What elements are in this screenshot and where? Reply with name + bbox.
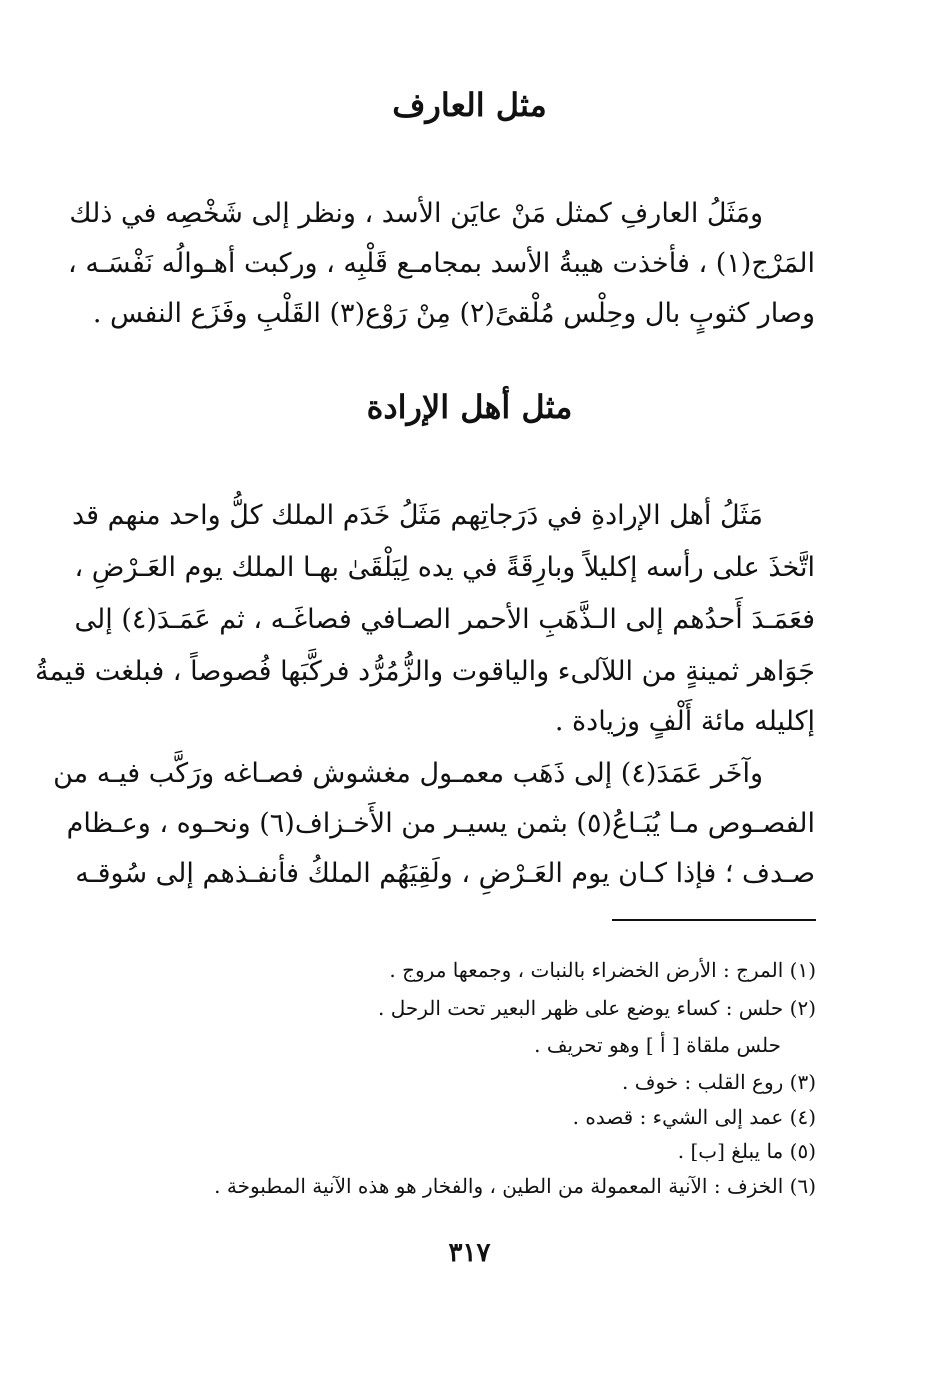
text-line: فعَمَـدَ أَحدُهم إلى الـذَّهَبِ الأحمر الصـافي فصاغَـه ، ثم عَمَـدَ(٤) إلى (74, 604, 815, 635)
text-line: ومَثَلُ العارفِ كمثل مَنْ عايَن الأسد ، ونظر إلى شَخْصِه في ذلك (69, 198, 763, 229)
footnote: (٤) عمد إلى الشيء : قصده . (572, 1105, 816, 1129)
footnote: (٥) ما يبلغ [ب] . (677, 1139, 816, 1163)
text-line: الفصـوص مـا يُبَـاعُ(٥) بثمن يسيـر من الأَخـزاف(٦) ونحـوه ، وعـظام (66, 808, 815, 839)
section-title-arif: مثل العارف (392, 86, 547, 124)
text-line: وصار كثوبٍ بال وحِلْس مُلْقىً(٢) مِنْ رَوْع(٣) القَلْبِ وفَزَع النفس . (92, 298, 815, 329)
section-title-irada: مثل أهل الإرادة (366, 388, 573, 426)
page-number: ٣١٧ (448, 1238, 491, 1268)
text-line: جَوَاهر ثمينةٍ من اللآلىء والياقوت والزُّمُرُّد فركَّبَها فُصوصاً ، فبلغت قيمةُ (34, 656, 815, 687)
text-line: المَرْج(١) ، فأخذت هيبةُ الأسد بمجامـع قَلْبِه ، وركبت أهـوالُه نَفْسَـه ، (68, 248, 815, 279)
footnote: (٢) حلس : كساء يوضع على ظهر البعير تحت الرحل . (377, 996, 816, 1020)
footnote-continuation: حلس ملقاة [ أ ] وهو تحريف . (534, 1033, 781, 1057)
text-line: وآخَر عَمَدَ(٤) إلى ذَهَب معمـول مغشوش فصـاغه ورَكَّب فيـه من (53, 758, 763, 789)
text-line: صـدف ؛ فإذا كـان يوم العَـرْضِ ، ولَقِيَهُم الملكُ فأنفـذهم إلى سُوقـه (75, 858, 815, 889)
text-line: اتَّخذَ على رأسه إكليلاً وبارِقَةً في يده لِيَلْقَىٰ بهـا الملك يوم العَـرْضِ ، (74, 552, 815, 583)
footnote: (٣) روع القلب : خوف . (622, 1070, 816, 1094)
text-line: إكليله مائة أَلْفٍ وزيادة . (554, 706, 815, 737)
footnote: (٦) الخزف : الآنية المعمولة من الطين ، والفخار هو هذه الآنية المطبوخة . (214, 1174, 816, 1198)
footnote: (١) المرج : الأرض الخضراء بالنبات ، وجمعها مروج . (389, 958, 816, 982)
footnote-separator (612, 919, 816, 921)
text-line: مَثَلُ أهل الإرادةِ في دَرَجاتِهم مَثَلُ خَدَم الملك كلُّ واحد منهم قد (71, 500, 763, 531)
